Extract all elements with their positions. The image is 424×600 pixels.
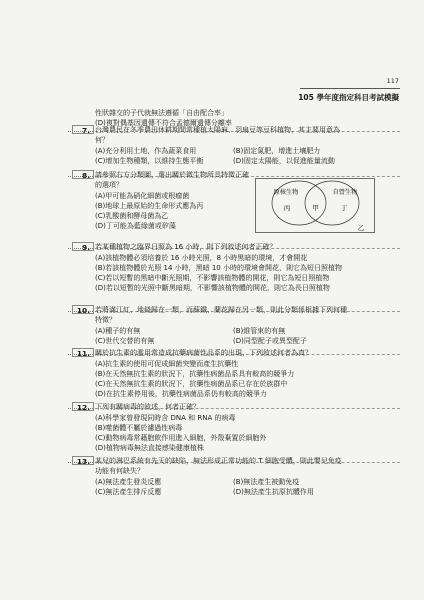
option-c: (C)動物病毒常藉胞飲作用進入細胞，外殼棄置於細胞外 [95, 434, 267, 442]
option-a: (A)充分利用土地，作為蔬菜食用 [95, 147, 197, 155]
option-c: (C)增加生物種類，以維持生態平衡 [95, 157, 204, 165]
option-b: (B)噬菌體不屬於濾過性病毒 [95, 424, 183, 432]
question-stem-line: 關於抗生素的濫用常造成抗藥病菌性品系的出現，下列敘述何者為真？ [95, 349, 312, 357]
question-number: 9. [82, 243, 90, 252]
page-title: 105 學年度指定科目考試模擬 [298, 93, 399, 102]
question-number: 7. [82, 126, 90, 135]
option-a: (A)甲可能為硝化細菌或根瘤菌 [95, 192, 190, 200]
question-stem-line: 特徵？ [95, 316, 116, 324]
option-d: (D)固定太陽能，以促進能量流動 [233, 157, 335, 165]
option-b: (B)固定氮肥，增進土壤肥力 [233, 147, 321, 155]
option-b: (B)無法產生被動免疫 [233, 478, 300, 486]
option-d: (D)植物病毒無法直接感染健康植株 [95, 444, 204, 452]
venn-circle-left [272, 181, 326, 225]
question-stem-line: 若某種植物之臨界日照為 16 小時，則下列敘述何者正確？ [95, 243, 277, 251]
previous-question-fragment-line: (D)複對偶基因遺傳不符合孟德爾遺傳分離率 [95, 119, 232, 127]
option-d: (D)在抗生素停用後，抗藥性病菌品系仍有較高的競爭力 [95, 390, 267, 398]
question-number: 10. [76, 306, 90, 315]
question-number: 8. [82, 171, 90, 180]
venn-label-right: 自營生物 [332, 189, 358, 196]
question-stem-line: 請參照右方分類圖，選出關於微生物所具特徵正確 [95, 171, 249, 179]
venn-region-d: 丁 [340, 204, 348, 212]
option-a: (A)種子的有無 [95, 327, 141, 335]
previous-question-fragment-line: 性狀雜交的子代就無法遵循「自由配合率」 [95, 109, 228, 117]
option-b: (B)維管束的有無 [233, 327, 286, 335]
question-stem-line: 功能有何缺失？ [95, 467, 144, 475]
option-d: (D)同型配子或異型配子 [233, 337, 307, 345]
option-b: (B)地球上最原始的生命形式應為丙 [95, 202, 204, 210]
question-number: 12. [76, 403, 90, 412]
question-number: 11. [76, 349, 90, 358]
option-a: (A)科學家曾發現同時含 DNA 和 RNA 的病毒 [95, 414, 236, 422]
question-stem-line: 的選項？ [95, 181, 123, 189]
option-b: (B)若該植物體於光照 14 小時，黑暗 10 小時的環境會開花，則它為短日照植物 [95, 264, 342, 272]
venn-label-left: 原核生物 [273, 189, 299, 196]
option-c: (C)在天然無抗生素的狀況下，抗藥性病菌品系已存在於族群中 [95, 380, 288, 388]
option-c: (C)乳酸菌和酵母菌為乙 [95, 212, 169, 220]
header-rule [300, 88, 400, 89]
page-number: 117 [386, 77, 399, 85]
option-a: (A)抗生素的使用可促成細菌突變而產生抗藥性 [95, 360, 239, 368]
option-b: (B)在天然無抗生素的狀況下，抗藥性病菌品系具有較高的競爭力 [95, 370, 295, 378]
option-c: (C)若以短暫的黑暗中斷光照期，不影響該植物體的開花，則它為短日照植物 [95, 274, 330, 282]
option-a: (A)無法產生發炎反應 [95, 478, 162, 486]
option-c: (C)無法產生排斥反應 [95, 488, 162, 496]
question-stem-line: 下列有關病毒的敘述，何者正確？ [95, 403, 200, 411]
option-a: (A)該植物體必須培養於 16 小時光照，8 小時黑暗的環境，才會開花 [95, 254, 308, 262]
question-stem-line: 台灣農民在冬季農田休耕期間常種植太陽麻、羽扇豆等豆科植物，其主要用意為 [95, 126, 340, 134]
question-number: 13. [76, 457, 90, 466]
venn-region-c: 丙 [283, 204, 291, 212]
question-stem-line: 若將滿江紅、地錢歸在一類，而蘇鐵、蘭花歸在另一類，則此分類係根據下列何種 [95, 306, 347, 314]
option-d: (D)丁可能為藍綠菌或矽藻 [95, 222, 176, 230]
option-c: (C)世代交替的有無 [95, 337, 155, 345]
question-stem-line: 某兒的淋巴系統有先天的缺陷，無法形成正常功能的 T 細胞受體，則此嬰兒免疫 [95, 457, 342, 465]
venn-region-b: 甲 [312, 204, 319, 212]
question-stem-line: 何？ [95, 136, 109, 144]
venn-region-e: 乙 [357, 224, 365, 232]
venn-diagram [255, 178, 375, 233]
option-d: (D)若以短暫的光照中斷黑暗期，不影響該植物體的開花，則它為長日照植物 [95, 284, 330, 292]
option-d: (D)無法產生抗原抗體作用 [233, 488, 314, 496]
venn-circle-right [305, 181, 359, 225]
